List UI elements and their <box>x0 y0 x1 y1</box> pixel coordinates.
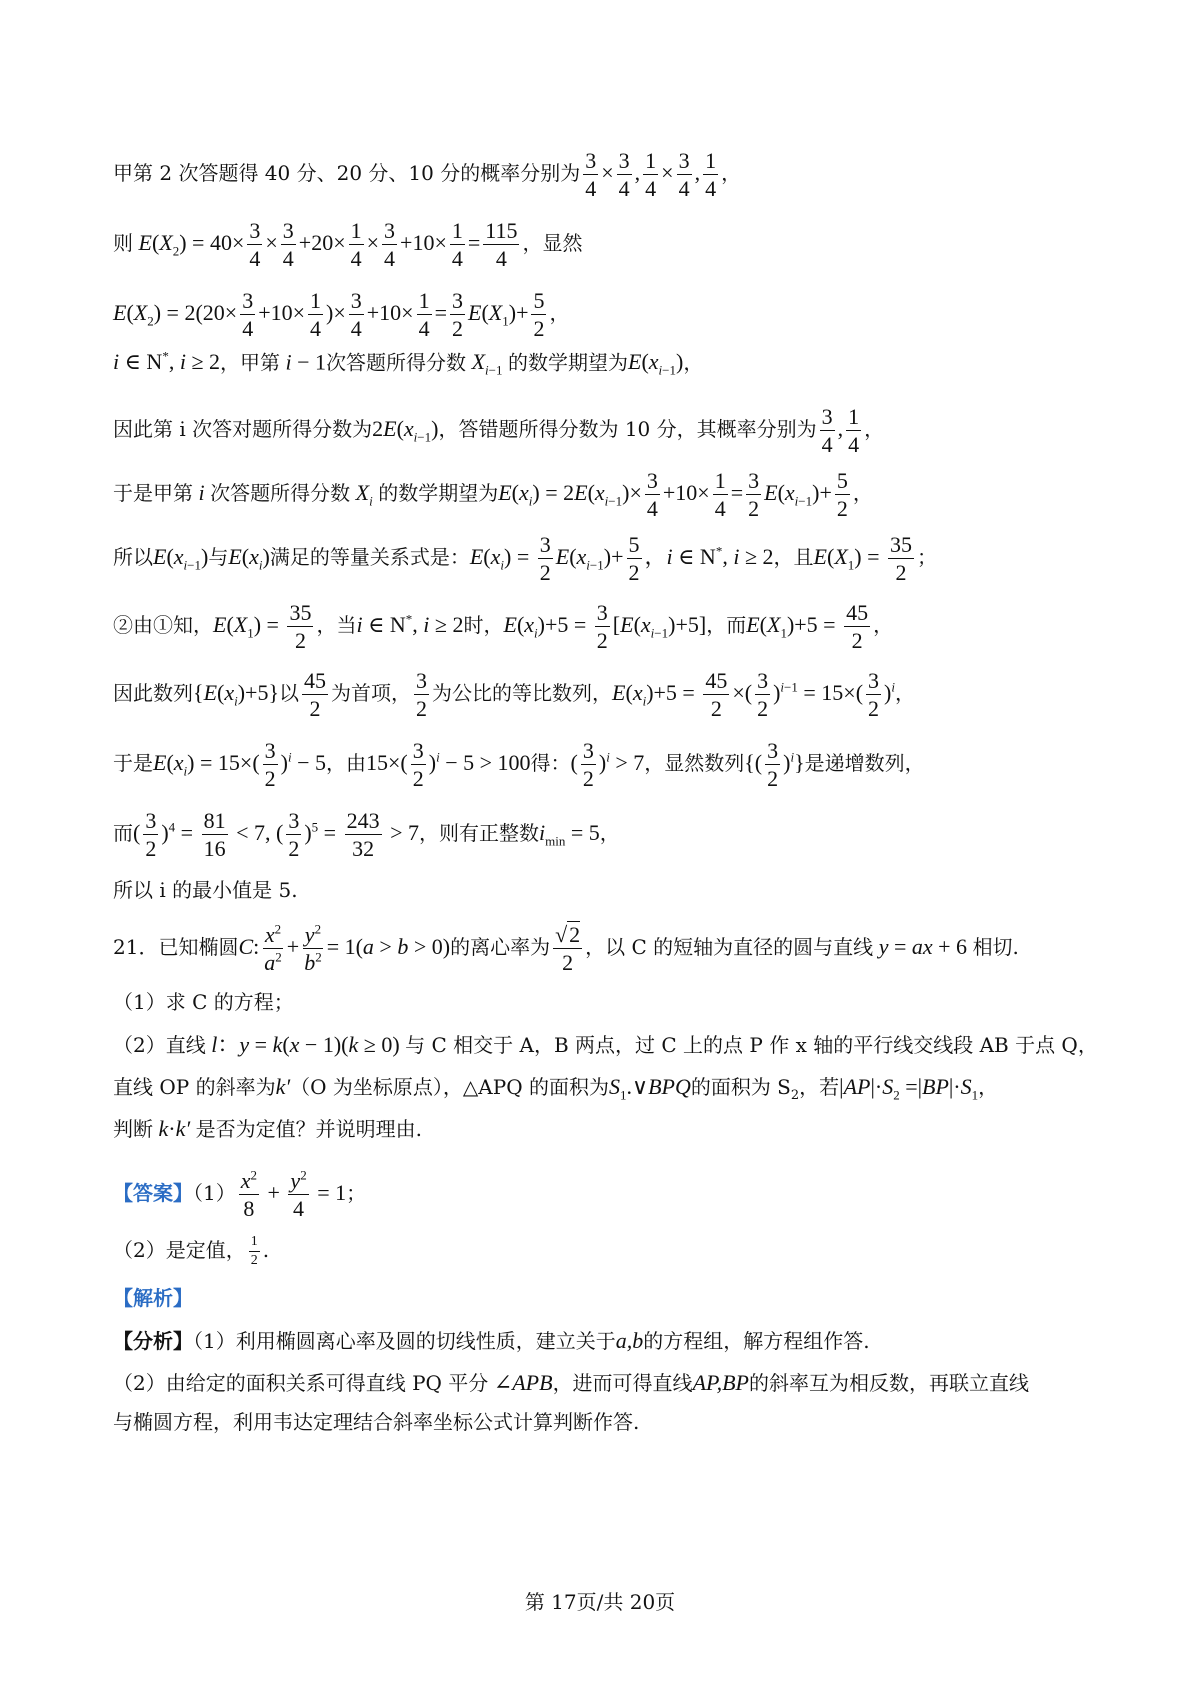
text: ， <box>549 300 570 325</box>
math: C: $\frac{x^2}{a^2}$ + $\frac{y^2}{b^2}$ = 1(a > b > 0) <box>238 921 451 976</box>
analysis-line-2 <box>113 1372 1029 1394</box>
math: i ∈ N*, i ≥ 2 <box>356 611 464 637</box>
text: 则 <box>113 230 133 255</box>
math: $S_1.\vee BPQ$ <box>608 1074 691 1103</box>
math: $\frac{x^2}{8}$ + $\frac{y^2}{4}$ = 1 <box>240 1167 347 1222</box>
math: $X_{i-1}$ <box>471 349 503 378</box>
line-6 <box>113 468 873 522</box>
text: （2）由给定的面积关系可得直线 PQ 平分 <box>113 1371 489 1395</box>
text: 与椭圆方程，利用韦达定理结合斜率坐标公式计算判断作答. <box>113 1410 640 1434</box>
text: ， <box>894 680 915 705</box>
text: 的数学期望为 <box>378 480 499 505</box>
math: $E(x_i) = 15\times$( $\frac{3}{2}$ )$^i$ − 5 <box>153 738 327 792</box>
text: 的面积为 S <box>690 1075 791 1099</box>
math: $\frac{1}{2}$ <box>250 1234 258 1269</box>
text: ，甲第 <box>220 350 281 375</box>
text: 为首项， <box>331 680 412 705</box>
math: $E(X_1)$ = $\frac{35}{2}$ <box>213 600 312 654</box>
math: $2E(x_{i-1})$ <box>372 415 439 445</box>
math: $i_{min} = 5$ <box>538 819 600 849</box>
analysis-line-1 <box>113 1330 870 1352</box>
math: $E(x_i)+5$ = $\frac{45}{2}$ ×( $\frac{3}{2}$ )$^{i-1}$ = 15×( $\frac{3}{2}$ )$^i$ <box>612 668 895 722</box>
math: ( $\frac{3}{2}$ )$^i$ > 7 <box>570 738 645 792</box>
text: 甲第 2 次答题得 40 分、20 分、10 分的概率分别为 <box>113 160 581 185</box>
text: ， <box>721 160 742 185</box>
text: 相切. <box>972 934 1019 959</box>
math: y = ax + 6 <box>878 933 973 959</box>
math: $X_i$ <box>355 479 373 509</box>
line-2 <box>113 218 582 272</box>
math: $\frac{45}{2}$ <box>304 668 327 722</box>
math: $|AP|\cdot S_2 =|BP|\cdot S_1$ <box>839 1074 979 1103</box>
text: ； <box>917 544 937 569</box>
subscript: 2 <box>790 1088 800 1103</box>
text: ，当 <box>316 612 357 637</box>
math: $E(x_i) = 2E(x_{i-1})\times$ $\frac{3}{4}$ +10× $\frac{1}{4}$ = $\frac{3}{2}$ $E(x_{i-1})+$ $\frac{5}{2}$ <box>498 468 848 522</box>
math: $E(x_{i-1})$ <box>153 543 209 573</box>
line-8 <box>113 600 893 654</box>
math: $\frac{3}{2}$ <box>416 668 428 722</box>
line-15 <box>113 1034 1098 1056</box>
text: 的斜率互为相反数，再联立直线 <box>748 1371 1029 1395</box>
text: ，以 C 的短轴为直径的圆与直线 <box>585 934 874 959</box>
text: 的离心率为 <box>450 934 551 959</box>
text: 为公比的等比数列， <box>432 680 613 705</box>
math: i ∈ N*, i ≥ 2 <box>113 349 221 375</box>
text: （2）直线 <box>113 1033 206 1057</box>
analysis-heading <box>113 1288 193 1308</box>
text: 的方程组，解方程组作答. <box>643 1329 870 1353</box>
math: $E(X_2) = 2(20\times$ $\frac{3}{4}$ +10× $\frac{1}{4}$ )× $\frac{3}{4}$ +10× $\frac{1}{4}$ = $\frac{3}{2}$ $E(X_1)+$ $\frac{5}{2}$ <box>113 288 545 342</box>
analysis-line-3 <box>113 1412 639 1432</box>
text: ，若 <box>799 1075 840 1099</box>
text: 的数学期望为 <box>507 350 628 375</box>
text: （1）利用椭圆离心率及圆的切线性质，建立关于 <box>193 1329 616 1353</box>
math: k·k′ <box>158 1116 191 1141</box>
text: 时， <box>463 612 504 637</box>
text: 判断 <box>113 1117 153 1141</box>
math: l：y = k(x − 1)(k ≥ 0) <box>211 1032 406 1057</box>
text: ， <box>978 1075 999 1099</box>
math: $E(X_1)+5$ = $\frac{45}{2}$ <box>746 600 869 654</box>
text: 于是 <box>113 750 153 775</box>
text: ，由 <box>326 750 367 775</box>
line-11 <box>113 808 620 862</box>
text: ，且 <box>773 544 814 569</box>
math: $E(x_i)+5$ = $\frac{3}{2}$ $[E(x_{i-1})+5]$ <box>503 600 707 654</box>
text: 21．已知椭圆 <box>113 934 239 959</box>
text: ，则有正整数 <box>418 820 539 845</box>
math: ∠APB <box>488 1370 553 1395</box>
line-3 <box>113 288 569 342</box>
math: k′ <box>275 1074 291 1099</box>
math: a,b <box>615 1328 644 1353</box>
text: （O 为坐标原点），△APQ 的面积为 <box>290 1075 609 1099</box>
line-9 <box>113 668 915 722</box>
text: ； <box>346 1180 367 1205</box>
text: ，显然 <box>522 230 583 255</box>
math: {( $\frac{3}{2}$ )$^i$} <box>744 738 805 792</box>
text: 直线 OP 的斜率为 <box>113 1075 276 1099</box>
text: ， <box>873 612 894 637</box>
math: $E(x_i)$ = $\frac{3}{2}$ $E(x_{i-1})+$ $\frac{5}{2}$ ，i ∈ N*, i ≥ 2 <box>469 532 774 586</box>
math: $\frac{√2}{2}$ <box>555 922 581 976</box>
math: $E(x_i)$ <box>228 543 270 573</box>
line-1 <box>113 148 741 202</box>
text: 与 C 相交于 A，B 两点，过 C 上的点 P 作 x 轴的平行线交线段 AB 于点 Q， <box>405 1033 1098 1057</box>
math: − 1 <box>291 349 327 375</box>
problem-21-statement <box>113 922 1019 976</box>
text: 于是甲第 <box>113 480 193 505</box>
text: ，显然数列 <box>644 750 745 775</box>
math: $E(X_1)$ = $\frac{35}{2}$ <box>813 532 912 586</box>
text: 次答题所得分数 <box>326 350 467 375</box>
page-footer: 第 17页/共 20页 <box>524 1590 676 1614</box>
line-16 <box>113 1076 998 1102</box>
text: 满足的等量关系式是： <box>269 544 470 569</box>
line-4 <box>113 350 703 377</box>
text: （1） <box>193 1180 236 1205</box>
line-10 <box>113 738 925 792</box>
text: 与 <box>208 544 229 569</box>
text: . <box>262 1238 270 1263</box>
text: （2）是定值， <box>113 1238 246 1263</box>
text: ， <box>864 416 885 441</box>
text: ②由①知， <box>113 612 213 637</box>
text: ，进而可得直线 <box>552 1371 693 1395</box>
math: ( $\frac{3}{2}$ )$^4$ = $\frac{81}{16}$ < 7, ( $\frac{3}{2}$ )$^5$ = $\frac{243}{32}$ > 7 <box>133 808 419 862</box>
text: ， <box>852 480 873 505</box>
text: （1）求 C 的方程； <box>113 990 294 1014</box>
text: 因此数列 <box>113 680 193 705</box>
text: ， <box>599 820 620 845</box>
text: ，答错题所得分数为 10 分，其概率分别为 <box>438 416 817 441</box>
math: $E(X_2) = 40\times$ $\frac{3}{4}$ × $\frac{3}{4}$ +20× $\frac{1}{4}$ × $\frac{3}{4}$ +10× $\frac{1}{4}$ = $\frac{115}{4}$ <box>138 218 518 272</box>
text: 所以 i 的最小值是 5. <box>113 878 298 902</box>
math: AP,BP <box>692 1370 749 1395</box>
text: 以 <box>279 680 300 705</box>
answer-line-1 <box>113 1168 366 1222</box>
math: i <box>280 349 292 375</box>
math: $E(x_{i-1})$ <box>627 349 684 378</box>
text: 次答题所得分数 <box>210 480 351 505</box>
math: 15×( $\frac{3}{2}$ )$^i$ − 5 > 100 <box>366 738 531 792</box>
text: 是递增数列， <box>804 750 925 775</box>
math: $\{E(x_i)+5\}$ <box>193 679 280 709</box>
analysis-tag: 【解析】 <box>113 1286 193 1310</box>
line-17 <box>113 1118 422 1140</box>
text: ， <box>683 350 704 375</box>
line-7 <box>113 532 937 586</box>
answer-line-2 <box>113 1234 269 1269</box>
answer-tag: 【答案】 <box>113 1180 193 1205</box>
analysis-subtag: 【分析】 <box>113 1329 193 1353</box>
line-12 <box>113 880 298 900</box>
text: 因此第 i 次答对题所得分数为 <box>113 416 373 441</box>
text: 是否为定值？并说明理由. <box>195 1117 423 1141</box>
text: ，而 <box>706 612 747 637</box>
math: $\frac{3}{4}$ × $\frac{3}{4}$ , $\frac{1}{4}$ × $\frac{3}{4}$ , $\frac{1}{4}$ <box>585 148 717 202</box>
line-14 <box>113 992 294 1012</box>
math: i <box>193 479 211 505</box>
math: $\frac{3}{4}$ , $\frac{1}{4}$ <box>821 404 860 458</box>
text: 所以 <box>113 544 153 569</box>
text: 得： <box>530 750 571 775</box>
text: 而 <box>113 820 133 845</box>
line-5 <box>113 404 884 458</box>
